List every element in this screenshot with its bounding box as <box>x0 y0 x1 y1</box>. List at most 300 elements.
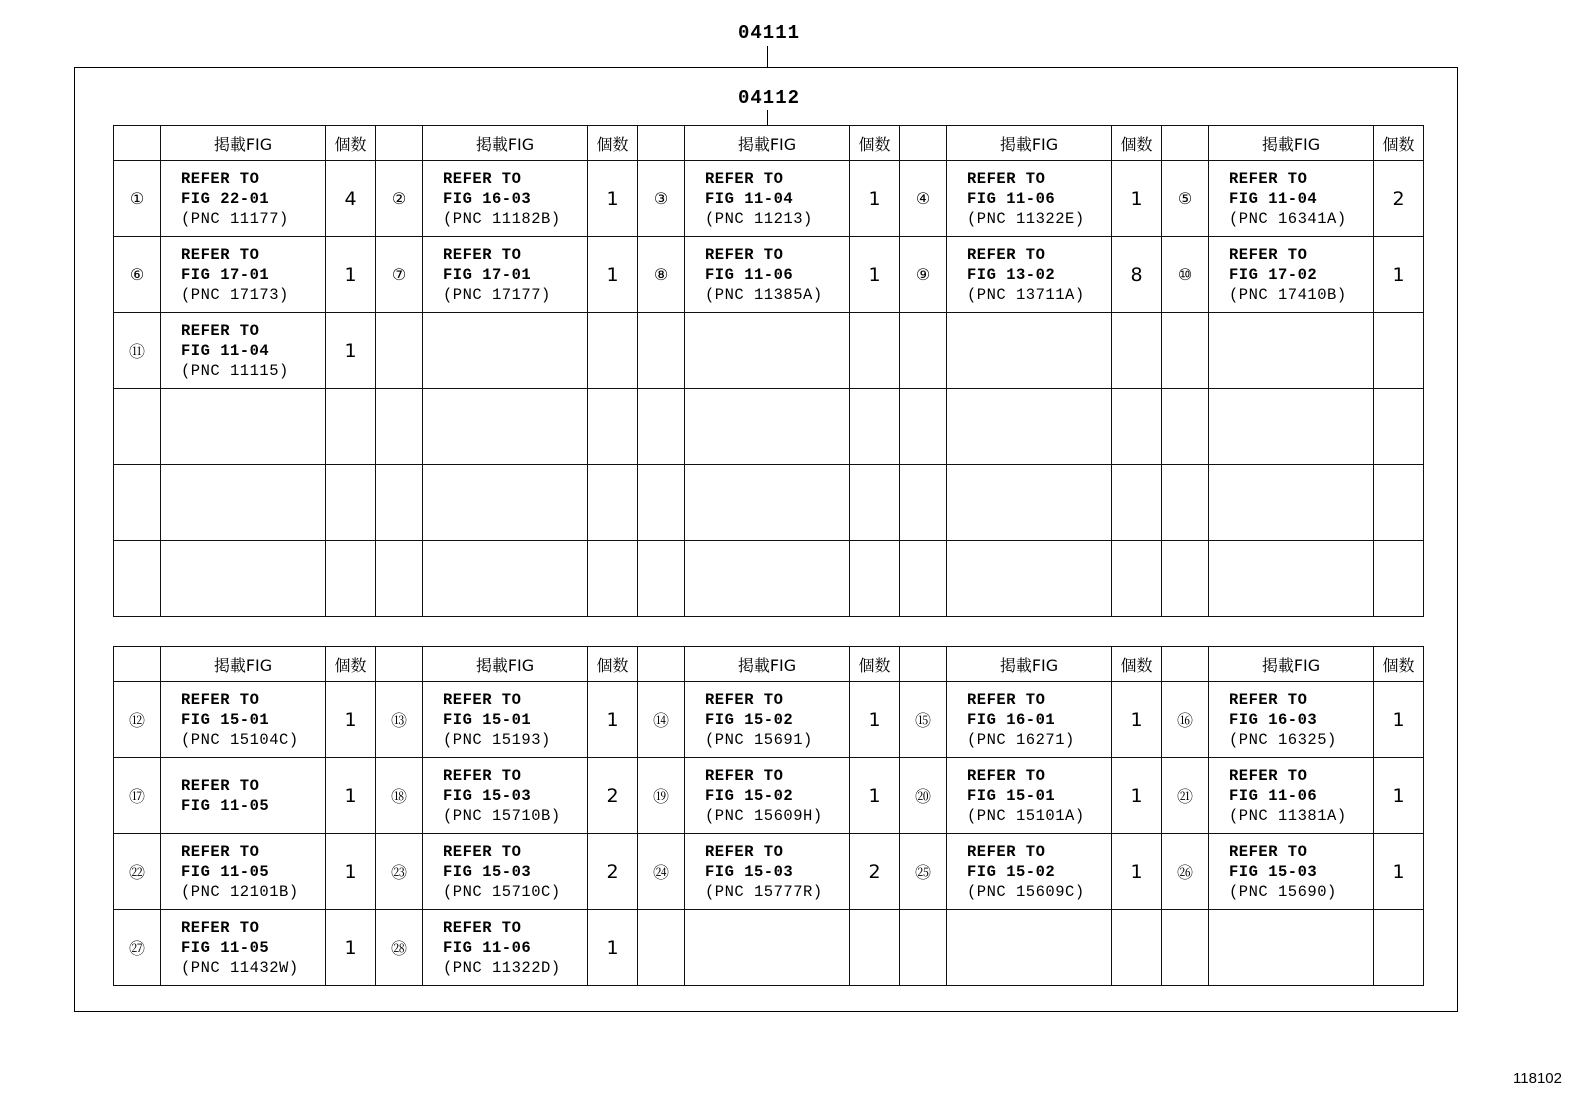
quantity-value: 1 <box>344 860 357 883</box>
item-number-badge: ㉗ <box>128 939 145 958</box>
refer-to-text: REFER TO <box>181 918 260 937</box>
fig-reference-cell <box>685 389 850 465</box>
item-number-cell <box>114 465 161 541</box>
quantity-cell <box>326 541 376 617</box>
pnc-text: (PNC 15101A) <box>967 806 1085 825</box>
header-row <box>114 126 1424 161</box>
fig-number-text: FIG 17-01 <box>443 265 532 284</box>
pnc-text: (PNC 11177) <box>181 209 289 228</box>
fig-number-text: FIG 11-04 <box>181 341 270 360</box>
outer-assembly-label: 04111 <box>738 22 801 44</box>
fig-reference-cell <box>947 237 1112 313</box>
quantity-cell <box>1374 389 1424 465</box>
item-number-cell <box>1162 161 1209 237</box>
item-number-badge: ⑮ <box>914 711 931 730</box>
fig-reference-cell <box>1209 682 1374 758</box>
inner-assembly-label: 04112 <box>738 87 801 109</box>
item-number-badge: ⑰ <box>128 787 145 806</box>
pnc-text: (PNC 13711A) <box>967 285 1085 304</box>
fig-number-text: FIG 11-06 <box>705 265 794 284</box>
quantity-cell <box>1374 237 1424 313</box>
fig-reference-cell <box>685 237 850 313</box>
quantity-cell <box>1112 910 1162 986</box>
header-number-cell <box>114 647 161 682</box>
refer-to-text: REFER TO <box>705 766 784 785</box>
quantity-cell <box>1374 758 1424 834</box>
fig-reference-cell <box>947 682 1112 758</box>
table-row <box>114 834 1424 910</box>
quantity-value: 2 <box>606 784 619 807</box>
pnc-text: (PNC 15690) <box>1229 882 1337 901</box>
fig-reference-cell <box>161 313 326 389</box>
pnc-text: (PNC 17173) <box>181 285 289 304</box>
fig-number-text: FIG 15-02 <box>705 710 794 729</box>
item-number-badge: ㉑ <box>1176 787 1193 806</box>
quantity-value: 1 <box>344 936 357 959</box>
pnc-text: (PNC 15193) <box>443 730 551 749</box>
item-number-cell <box>1162 834 1209 910</box>
quantity-value: 8 <box>1130 263 1143 286</box>
item-number-cell <box>376 161 423 237</box>
item-number-badge: ⑱ <box>390 787 407 806</box>
fig-reference-cell <box>423 389 588 465</box>
fig-reference-cell <box>423 682 588 758</box>
header-fig: 掲載FIG <box>685 647 850 682</box>
quantity-cell <box>588 541 638 617</box>
item-number-badge: ㉔ <box>652 863 669 882</box>
quantity-cell <box>588 682 638 758</box>
quantity-cell <box>1374 682 1424 758</box>
fig-number-text: FIG 15-03 <box>705 862 794 881</box>
quantity-cell <box>850 161 900 237</box>
quantity-value: 1 <box>1130 784 1143 807</box>
item-number-cell <box>114 758 161 834</box>
fig-reference-cell <box>947 465 1112 541</box>
item-number-cell <box>376 758 423 834</box>
quantity-cell <box>1374 313 1424 389</box>
refer-to-text: REFER TO <box>1229 842 1308 861</box>
quantity-cell <box>1112 161 1162 237</box>
refer-to-text: REFER TO <box>181 776 260 795</box>
quantity-value: 1 <box>1392 708 1405 731</box>
fig-reference-cell <box>947 910 1112 986</box>
refer-to-text: REFER TO <box>443 842 522 861</box>
fig-reference-cell <box>947 313 1112 389</box>
refer-to-text: REFER TO <box>181 169 260 188</box>
fig-number-text: FIG 11-06 <box>1229 786 1318 805</box>
item-number-badge: ⑧ <box>653 265 669 284</box>
fig-reference-cell <box>947 161 1112 237</box>
header-number-cell <box>1162 647 1209 682</box>
item-number-cell <box>1162 758 1209 834</box>
quantity-cell <box>588 834 638 910</box>
quantity-cell <box>588 161 638 237</box>
pnc-text: (PNC 15609C) <box>967 882 1085 901</box>
item-number-badge: ⑯ <box>1176 711 1193 730</box>
header-number-cell <box>638 647 685 682</box>
quantity-cell <box>850 237 900 313</box>
item-number-cell <box>1162 389 1209 465</box>
quantity-cell <box>850 682 900 758</box>
figure-number: 118102 <box>1513 1070 1562 1087</box>
pnc-text: (PNC 11385A) <box>705 285 823 304</box>
header-number-cell <box>376 126 423 161</box>
header-qty: 個数 <box>326 647 376 682</box>
quantity-cell <box>326 758 376 834</box>
quantity-value: 1 <box>1392 263 1405 286</box>
item-number-cell <box>900 465 947 541</box>
header-qty: 個数 <box>850 647 900 682</box>
item-number-badge: ㉘ <box>390 939 407 958</box>
item-number-cell <box>638 682 685 758</box>
quantity-value: 1 <box>606 187 619 210</box>
item-number-cell <box>900 682 947 758</box>
fig-reference-cell <box>1209 758 1374 834</box>
fig-number-text: FIG 13-02 <box>967 265 1056 284</box>
quantity-cell <box>850 541 900 617</box>
quantity-value: 1 <box>1392 860 1405 883</box>
quantity-value: 1 <box>1130 708 1143 731</box>
pnc-text: (PNC 15104C) <box>181 730 299 749</box>
refer-to-text: REFER TO <box>181 842 260 861</box>
fig-reference-cell <box>423 313 588 389</box>
quantity-cell <box>588 389 638 465</box>
quantity-cell <box>1112 389 1162 465</box>
pnc-text: (PNC 16325) <box>1229 730 1337 749</box>
item-number-cell <box>900 758 947 834</box>
item-number-cell <box>114 541 161 617</box>
item-number-badge: ㉒ <box>128 863 145 882</box>
pnc-text: (PNC 11432W) <box>181 958 299 977</box>
refer-to-text: REFER TO <box>705 842 784 861</box>
fig-reference-cell <box>685 682 850 758</box>
refer-to-text: REFER TO <box>967 245 1046 264</box>
fig-reference-cell <box>685 834 850 910</box>
fig-reference-cell <box>161 161 326 237</box>
pnc-text: (PNC 11115) <box>181 361 289 380</box>
pnc-text: (PNC 16271) <box>967 730 1075 749</box>
item-number-badge: ① <box>129 189 145 208</box>
refer-to-text: REFER TO <box>443 766 522 785</box>
fig-number-text: FIG 15-01 <box>967 786 1056 805</box>
header-fig: 掲載FIG <box>161 647 326 682</box>
fig-reference-cell <box>161 834 326 910</box>
quantity-value: 1 <box>344 263 357 286</box>
item-number-cell <box>900 834 947 910</box>
refer-to-text: REFER TO <box>443 169 522 188</box>
refer-to-text: REFER TO <box>181 321 260 340</box>
quantity-cell <box>326 389 376 465</box>
header-qty: 個数 <box>1374 126 1424 161</box>
item-number-badge: ㉓ <box>390 863 407 882</box>
quantity-cell <box>588 758 638 834</box>
quantity-value: 1 <box>344 339 357 362</box>
table-row <box>114 682 1424 758</box>
quantity-value: 1 <box>868 784 881 807</box>
quantity-cell <box>850 834 900 910</box>
inner-leader-line <box>767 110 768 126</box>
item-number-cell <box>638 313 685 389</box>
reference-table-upper <box>113 125 1424 617</box>
fig-reference-cell <box>161 910 326 986</box>
quantity-value: 1 <box>1130 860 1143 883</box>
fig-reference-cell <box>1209 389 1374 465</box>
fig-reference-cell <box>1209 237 1374 313</box>
item-number-badge: ⑨ <box>915 265 931 284</box>
pnc-text: (PNC 11182B) <box>443 209 561 228</box>
fig-reference-cell <box>685 465 850 541</box>
item-number-cell <box>114 389 161 465</box>
refer-to-text: REFER TO <box>1229 169 1308 188</box>
header-fig: 掲載FIG <box>1209 126 1374 161</box>
fig-number-text: FIG 11-05 <box>181 796 270 815</box>
quantity-value: 1 <box>606 708 619 731</box>
quantity-value: 2 <box>868 860 881 883</box>
table-row <box>114 313 1424 389</box>
pnc-text: (PNC 16341A) <box>1229 209 1347 228</box>
item-number-cell <box>114 910 161 986</box>
item-number-cell <box>376 313 423 389</box>
quantity-cell <box>1374 834 1424 910</box>
item-number-badge: ⑬ <box>390 711 407 730</box>
item-number-cell <box>900 237 947 313</box>
refer-to-text: REFER TO <box>967 766 1046 785</box>
item-number-badge: ⑦ <box>391 265 407 284</box>
refer-to-text: REFER TO <box>705 690 784 709</box>
fig-number-text: FIG 11-06 <box>443 938 532 957</box>
header-number-cell <box>114 126 161 161</box>
fig-reference-cell <box>947 834 1112 910</box>
quantity-cell <box>1374 910 1424 986</box>
item-number-cell <box>376 834 423 910</box>
quantity-cell <box>850 313 900 389</box>
refer-to-text: REFER TO <box>443 690 522 709</box>
item-number-badge: ④ <box>915 189 931 208</box>
quantity-cell <box>588 237 638 313</box>
quantity-value: 1 <box>606 936 619 959</box>
fig-reference-cell <box>161 389 326 465</box>
item-number-cell <box>638 465 685 541</box>
item-number-cell <box>638 910 685 986</box>
table-row <box>114 910 1424 986</box>
pnc-text: (PNC 15710C) <box>443 882 561 901</box>
fig-number-text: FIG 15-03 <box>443 862 532 881</box>
header-number-cell <box>900 126 947 161</box>
fig-number-text: FIG 15-02 <box>705 786 794 805</box>
item-number-badge: ⑭ <box>652 711 669 730</box>
fig-reference-cell <box>685 758 850 834</box>
quantity-cell <box>1112 758 1162 834</box>
fig-reference-cell <box>423 465 588 541</box>
quantity-value: 1 <box>344 784 357 807</box>
header-fig: 掲載FIG <box>947 126 1112 161</box>
item-number-badge: ㉕ <box>914 863 931 882</box>
quantity-value: 1 <box>344 708 357 731</box>
quantity-cell <box>326 161 376 237</box>
table-row <box>114 465 1424 541</box>
fig-number-text: FIG 17-01 <box>181 265 270 284</box>
fig-number-text: FIG 22-01 <box>181 189 270 208</box>
fig-reference-cell <box>161 237 326 313</box>
pnc-text: (PNC 15777R) <box>705 882 823 901</box>
table-row <box>114 758 1424 834</box>
item-number-cell <box>376 541 423 617</box>
fig-number-text: FIG 15-02 <box>967 862 1056 881</box>
quantity-cell <box>326 834 376 910</box>
quantity-cell <box>850 465 900 541</box>
header-qty: 個数 <box>850 126 900 161</box>
item-number-cell <box>376 910 423 986</box>
header-fig: 掲載FIG <box>1209 647 1374 682</box>
quantity-cell <box>850 389 900 465</box>
item-number-cell <box>900 541 947 617</box>
fig-number-text: FIG 15-03 <box>443 786 532 805</box>
fig-reference-cell <box>1209 161 1374 237</box>
quantity-value: 1 <box>868 708 881 731</box>
header-number-cell <box>376 647 423 682</box>
item-number-cell <box>900 313 947 389</box>
quantity-value: 1 <box>606 263 619 286</box>
item-number-cell <box>1162 541 1209 617</box>
refer-to-text: REFER TO <box>967 842 1046 861</box>
quantity-cell <box>326 313 376 389</box>
fig-number-text: FIG 16-03 <box>443 189 532 208</box>
quantity-cell <box>1374 465 1424 541</box>
item-number-badge: ㉖ <box>1176 863 1193 882</box>
item-number-cell <box>114 161 161 237</box>
refer-to-text: REFER TO <box>967 690 1046 709</box>
fig-number-text: FIG 16-01 <box>967 710 1056 729</box>
fig-reference-cell <box>685 541 850 617</box>
item-number-badge: ⑲ <box>652 787 669 806</box>
refer-to-text: REFER TO <box>705 169 784 188</box>
refer-to-text: REFER TO <box>967 169 1046 188</box>
item-number-badge: ⑳ <box>914 787 931 806</box>
fig-reference-cell <box>423 541 588 617</box>
item-number-badge: ② <box>391 189 407 208</box>
pnc-text: (PNC 17177) <box>443 285 551 304</box>
outer-leader-line <box>767 46 768 67</box>
quantity-cell <box>1112 541 1162 617</box>
item-number-cell <box>900 161 947 237</box>
refer-to-text: REFER TO <box>705 245 784 264</box>
quantity-value: 4 <box>344 187 357 210</box>
quantity-cell <box>326 682 376 758</box>
fig-reference-cell <box>685 161 850 237</box>
fig-number-text: FIG 11-06 <box>967 189 1056 208</box>
fig-reference-cell <box>423 910 588 986</box>
item-number-badge: ⑤ <box>1177 189 1193 208</box>
refer-to-text: REFER TO <box>1229 690 1308 709</box>
item-number-cell <box>1162 313 1209 389</box>
item-number-cell <box>1162 910 1209 986</box>
quantity-value: 1 <box>868 263 881 286</box>
item-number-cell <box>1162 465 1209 541</box>
quantity-cell <box>588 465 638 541</box>
fig-number-text: FIG 11-05 <box>181 862 270 881</box>
refer-to-text: REFER TO <box>181 245 260 264</box>
header-fig: 掲載FIG <box>423 647 588 682</box>
fig-number-text: FIG 15-01 <box>443 710 532 729</box>
item-number-cell <box>376 389 423 465</box>
item-number-cell <box>638 161 685 237</box>
refer-to-text: REFER TO <box>1229 766 1308 785</box>
item-number-cell <box>900 389 947 465</box>
item-number-cell <box>376 465 423 541</box>
quantity-cell <box>850 758 900 834</box>
item-number-cell <box>1162 237 1209 313</box>
table-row <box>114 237 1424 313</box>
fig-reference-cell <box>947 541 1112 617</box>
refer-to-text: REFER TO <box>181 690 260 709</box>
item-number-cell <box>114 682 161 758</box>
header-fig: 掲載FIG <box>685 126 850 161</box>
item-number-badge: ⑩ <box>1177 265 1193 284</box>
fig-reference-cell <box>161 758 326 834</box>
fig-reference-cell <box>161 682 326 758</box>
pnc-text: (PNC 11213) <box>705 209 813 228</box>
fig-reference-cell <box>1209 541 1374 617</box>
quantity-cell <box>588 313 638 389</box>
quantity-cell <box>1112 237 1162 313</box>
pnc-text: (PNC 15609H) <box>705 806 823 825</box>
quantity-cell <box>1112 834 1162 910</box>
fig-reference-cell <box>423 237 588 313</box>
fig-number-text: FIG 15-03 <box>1229 862 1318 881</box>
pnc-text: (PNC 11322E) <box>967 209 1085 228</box>
pnc-text: (PNC 12101B) <box>181 882 299 901</box>
refer-to-text: REFER TO <box>1229 245 1308 264</box>
fig-reference-cell <box>947 389 1112 465</box>
fig-number-text: FIG 11-04 <box>705 189 794 208</box>
pnc-text: (PNC 11322D) <box>443 958 561 977</box>
pnc-text: (PNC 15710B) <box>443 806 561 825</box>
quantity-cell <box>588 910 638 986</box>
fig-reference-cell <box>685 910 850 986</box>
pnc-text: (PNC 15691) <box>705 730 813 749</box>
header-qty: 個数 <box>1374 647 1424 682</box>
quantity-value: 2 <box>606 860 619 883</box>
table-row <box>114 541 1424 617</box>
fig-reference-cell <box>947 758 1112 834</box>
item-number-cell <box>114 313 161 389</box>
quantity-value: 1 <box>1392 784 1405 807</box>
item-number-cell <box>900 910 947 986</box>
item-number-cell <box>638 541 685 617</box>
item-number-cell <box>638 834 685 910</box>
item-number-cell <box>114 834 161 910</box>
quantity-cell <box>1112 682 1162 758</box>
fig-reference-cell <box>423 161 588 237</box>
item-number-badge: ⑫ <box>128 711 145 730</box>
fig-number-text: FIG 11-04 <box>1229 189 1318 208</box>
quantity-value: 1 <box>868 187 881 210</box>
refer-to-text: REFER TO <box>443 918 522 937</box>
refer-to-text: REFER TO <box>443 245 522 264</box>
fig-reference-cell <box>161 541 326 617</box>
quantity-value: 1 <box>1130 187 1143 210</box>
item-number-cell <box>114 237 161 313</box>
quantity-cell <box>326 237 376 313</box>
header-fig: 掲載FIG <box>161 126 326 161</box>
fig-reference-cell <box>161 465 326 541</box>
quantity-cell <box>1112 465 1162 541</box>
header-number-cell <box>638 126 685 161</box>
item-number-cell <box>1162 682 1209 758</box>
fig-number-text: FIG 17-02 <box>1229 265 1318 284</box>
header-qty: 個数 <box>1112 647 1162 682</box>
header-qty: 個数 <box>1112 126 1162 161</box>
